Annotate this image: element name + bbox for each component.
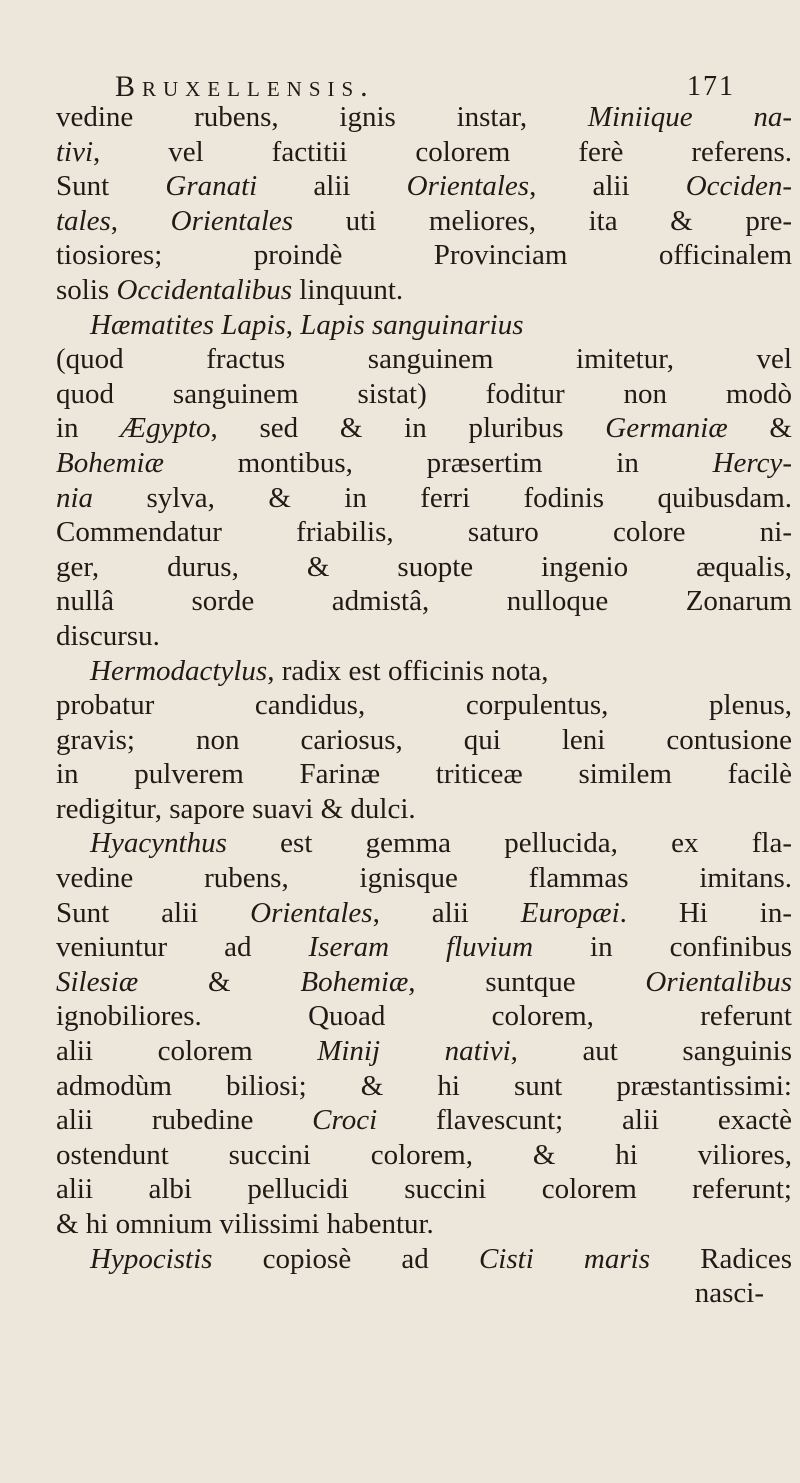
text-run: Commendatur friabilis, saturo colore ni- — [56, 516, 792, 549]
running-head: Bruxellensis. — [115, 70, 375, 103]
text-line — [56, 100, 792, 135]
text-line — [56, 1034, 792, 1069]
italic-term: Ægypto — [120, 412, 211, 445]
italic-term: Hyacynthus — [90, 827, 227, 860]
text-run: in confinibus — [533, 931, 792, 964]
text-run: flavescunt; alii exactè — [377, 1104, 792, 1137]
text-run: , alii — [372, 896, 521, 929]
text-run: , vel factitii colorem ferè referens. — [93, 135, 792, 168]
italic-term: nia — [56, 481, 94, 514]
text-run: & hi omnium vilissimi habentur. — [56, 1208, 434, 1240]
text-line — [56, 1138, 792, 1173]
text-run: montibus, præsertim in — [163, 446, 713, 479]
text-line — [56, 999, 792, 1034]
italic-term: Miniique na- — [587, 101, 792, 133]
text-run: , — [285, 308, 301, 341]
text-line — [56, 896, 792, 931]
italic-term: Germaniæ — [605, 412, 728, 445]
text-line — [56, 273, 792, 308]
italic-term: Minij nativi — [317, 1035, 511, 1068]
text-line — [56, 757, 792, 792]
text-line — [56, 515, 792, 550]
text-run: nullâ sorde admistâ, nulloque Zonarum — [56, 585, 792, 618]
italic-term: Cisti maris — [478, 1242, 651, 1275]
italic-term: Bohemiæ — [300, 965, 409, 998]
text-run: (quod fractus sanguinem imitetur, vel — [56, 343, 792, 376]
text-run: quod sanguinem sistat) foditur non modò — [56, 377, 792, 410]
text-run: ger, durus, & suopte ingenio æqualis, — [56, 550, 792, 583]
text-run: , suntque — [408, 965, 646, 998]
text-run: est gemma pellucida, ex fla- — [226, 827, 792, 860]
text-run: , sed & in pluribus — [210, 412, 606, 445]
italic-term: Orientales — [250, 896, 373, 929]
text-run: alii albi pellucidi succini colorem referunt; — [56, 1173, 792, 1206]
text-run: veniuntur ad — [56, 931, 309, 964]
text-run: probatur candidus, corpulentus, plenus, — [56, 689, 792, 722]
text-line — [56, 377, 792, 412]
text-line — [56, 1172, 792, 1207]
text-run: & — [727, 412, 792, 445]
text-run: . Hi in- — [619, 896, 792, 929]
text-line — [56, 342, 792, 377]
text-run: alii colorem — [56, 1035, 318, 1068]
italic-term: Orientales — [406, 170, 530, 203]
text-line — [56, 1069, 792, 1104]
text-run: , radix est officinis nota, — [267, 654, 549, 687]
text-run: redigitur, sapore suavi & dulci. — [56, 792, 416, 825]
text-run: in — [56, 412, 121, 445]
text-line — [56, 135, 792, 170]
text-run: , aut sanguinis — [510, 1035, 792, 1068]
text-line — [56, 446, 792, 481]
text-run: copiosè ad — [212, 1242, 479, 1275]
italic-term: Iseram fluvium — [308, 931, 534, 964]
text-run: , — [110, 204, 171, 237]
text-run: Sunt — [56, 170, 166, 203]
text-line — [56, 654, 792, 689]
text-run: ignobiliores. Quoad colorem, referunt — [56, 1000, 792, 1033]
text-line — [56, 792, 792, 827]
text-run: nasci- — [694, 1277, 764, 1310]
text-run: solis — [56, 273, 117, 306]
text-line — [56, 481, 792, 516]
text-run: vedine rubens, ignisque flammas imitans. — [56, 862, 792, 895]
italic-term: Hermodactylus — [90, 654, 268, 687]
italic-term: Occiden- — [685, 170, 792, 203]
text-line — [56, 861, 792, 896]
text-run: Radices — [650, 1242, 792, 1275]
text-run: , alii — [529, 170, 686, 203]
text-run: gravis; non cariosus, qui leni contusione — [56, 723, 792, 756]
italic-term: Orientales — [170, 204, 294, 237]
text-run: Sunt alii — [56, 896, 251, 929]
italic-term: tales — [56, 204, 111, 237]
text-line — [56, 965, 792, 1000]
text-run: & — [138, 965, 301, 998]
body-text — [56, 100, 792, 1311]
italic-term: Silesiæ — [56, 965, 139, 998]
text-run: alii — [257, 170, 407, 203]
text-run: alii rubedine — [56, 1104, 313, 1137]
text-line — [56, 723, 792, 758]
text-line — [56, 1207, 792, 1242]
italic-term: Europæi — [520, 896, 620, 929]
text-run: ostendunt succini colorem, & hi viliores, — [56, 1138, 792, 1171]
italic-term: Hypocistis — [90, 1242, 213, 1275]
italic-term: Hæmatites Lapis — [90, 308, 286, 341]
italic-term: tivi — [56, 135, 94, 168]
italic-term: Orientalibus — [645, 965, 792, 998]
italic-term: Croci — [312, 1104, 378, 1137]
text-line — [56, 619, 792, 654]
italic-term: Lapis sanguinarius — [300, 308, 524, 341]
catchword — [56, 1276, 792, 1311]
text-line — [56, 169, 792, 204]
text-run: linquunt. — [292, 273, 404, 306]
text-run: tiosiores; proindè Provinciam officinalem — [56, 239, 792, 272]
text-line — [56, 238, 792, 273]
text-run: discursu. — [56, 619, 160, 652]
italic-term: Occidentalibus — [116, 273, 293, 306]
text-run: uti meliores, ita & pre- — [293, 204, 792, 237]
text-line — [56, 1242, 792, 1277]
text-run: admodùm biliosi; & hi sunt præstantissimi: — [56, 1069, 792, 1102]
text-line — [56, 550, 792, 585]
text-line — [56, 204, 792, 239]
text-line — [56, 826, 792, 861]
text-run: in pulverem Farinæ triticeæ similem facilè — [56, 758, 792, 791]
text-line — [56, 1103, 792, 1138]
text-run: sylva, & in ferri fodinis quibusdam. — [93, 481, 792, 514]
text-line — [56, 584, 792, 619]
page-number: 171 — [687, 71, 735, 102]
text-run: vedine rubens, ignis instar, — [56, 101, 588, 133]
text-line — [56, 308, 792, 343]
italic-term: Bohemiæ — [56, 446, 164, 479]
italic-term: Granati — [165, 170, 258, 203]
italic-term: Hercy- — [712, 446, 792, 479]
text-line — [56, 930, 792, 965]
text-line — [56, 688, 792, 723]
text-line — [56, 411, 792, 446]
